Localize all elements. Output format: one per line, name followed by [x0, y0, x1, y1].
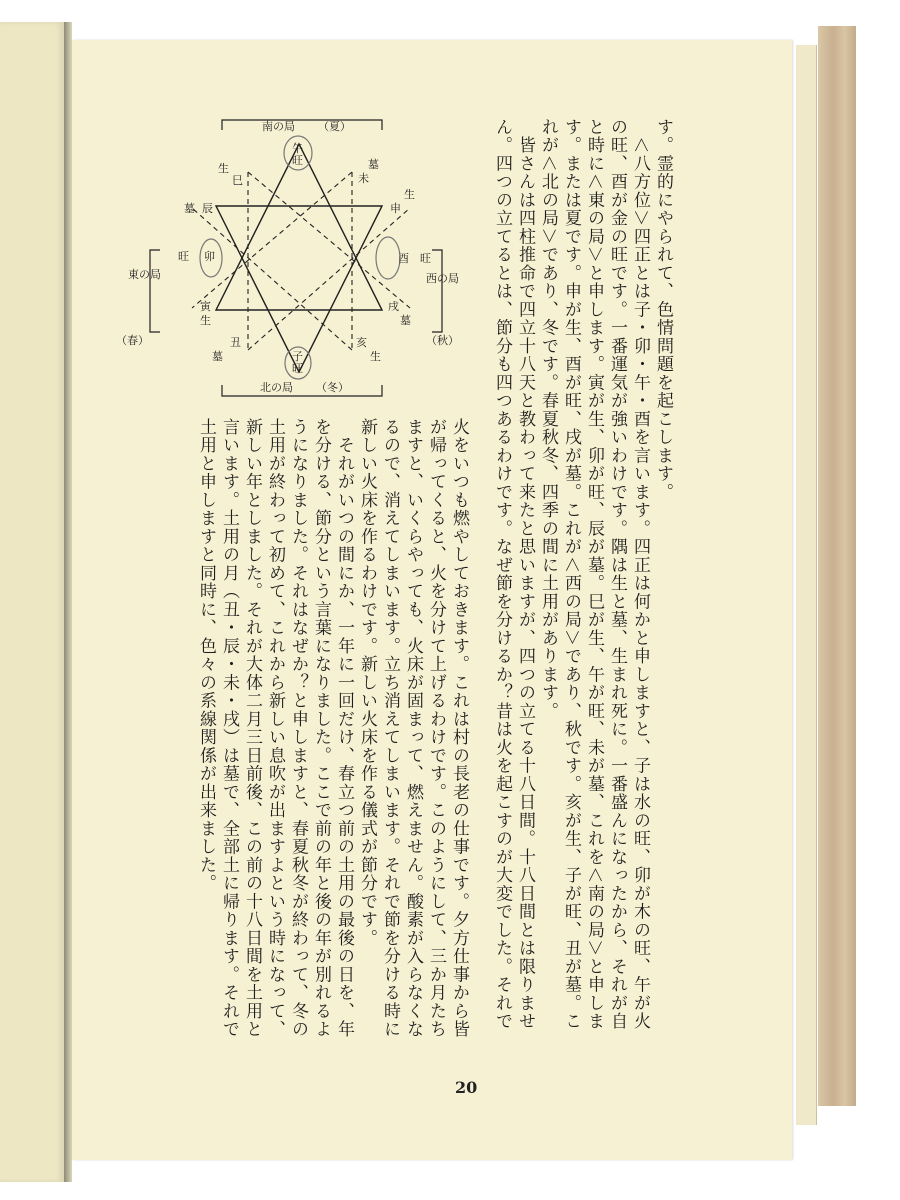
- branch-label: 酉: [398, 252, 409, 265]
- book-page: [72, 40, 792, 1160]
- branch-state-label: 墓: [368, 158, 379, 171]
- season-label-autumn: （秋）: [426, 334, 459, 347]
- branch-label: 巳: [232, 174, 243, 187]
- text-column: うになりました。それはなぜか？と申しますと、春夏秋冬が終わって、冬の: [288, 418, 308, 1039]
- text-column: るので、消えてしまいます。立ち消えてしまいます。それで節を分ける時に: [380, 418, 400, 1039]
- branch-label: 辰: [202, 202, 213, 215]
- text-column: と時に＜東の局＞と申します。寅が生、卯が旺、辰が墓。巳が生、午が旺、未が墓、これを＜南の局＞と申しま: [584, 118, 604, 1031]
- four-seasons-diagram: [116, 100, 480, 420]
- branch-label: 卯: [204, 250, 215, 263]
- branch-state-label: 生: [218, 162, 229, 175]
- branch-state-label: 墓: [184, 202, 195, 215]
- branch-state-label: 墓: [400, 314, 411, 327]
- text-column: す。霊的にやられて、色情問題を起こします。: [653, 118, 673, 502]
- branch-state-label: 墓: [212, 350, 223, 363]
- page-stack: [806, 45, 817, 1125]
- text-column: す。または夏です。申が生、酉が旺、戌が墓。これが＜西の局＞であり、秋です。亥が生、子が旺、丑が墓。こ: [561, 118, 581, 1031]
- pencil-circle: [376, 237, 400, 279]
- text-column: 皆さんは四柱推命で四立十八天と教わって来たと思いますが、四つの立てる十八日間。十八日間とは限りませ: [515, 118, 535, 1031]
- branch-state-label: 生: [370, 350, 381, 363]
- text-column: それがいつの間にか、一年に一回だけ、春立つ前の土用の最後の日を、年: [334, 418, 354, 1039]
- branch-state-label: 旺: [292, 154, 303, 167]
- region-label-west: 西の局: [426, 272, 459, 285]
- branch-label: 戌: [388, 300, 399, 313]
- text-column: れが＜北の局＞であり、冬です。春夏秋冬、四季の間に土用があります。: [538, 118, 558, 721]
- region-label-south: 南の局: [262, 120, 295, 133]
- book-edge: [818, 26, 856, 1106]
- text-column: を分ける、節分という言葉になりました。ここで前の年と後の年が別れるよ: [311, 418, 331, 1039]
- season-label-winter: （冬）: [316, 381, 349, 394]
- branch-label: 申: [390, 202, 401, 215]
- book-binding: [64, 22, 72, 1182]
- branch-state-label: 生: [404, 188, 415, 201]
- branch-label: 寅: [200, 300, 211, 313]
- text-column: 土用が終わって初めて、これから新しい息吹が出ますよという時になって、: [265, 418, 285, 1039]
- branch-label: 午: [292, 142, 303, 155]
- branch-label: 丑: [230, 336, 241, 349]
- text-column: 新しい火床を作るわけです。新しい火床を作る儀式が節分です。: [357, 418, 377, 948]
- region-label-north: 北の局: [260, 381, 293, 394]
- branch-label: 子: [292, 350, 303, 363]
- season-label-spring: （春）: [116, 334, 149, 347]
- text-column: ＜八方位＞四正とは子・卯・午・酉を言います。四正は何かと申しますと、子は水の旺、卯が木の旺、午が火: [630, 118, 650, 1031]
- text-column: 言います。土用の月（丑・辰・未・戌）は墓で、全部土に帰ります。それで: [219, 418, 239, 1039]
- text-column: の旺、酉が金の旺です。一番運気が強いわけです。隅は生と墓、生まれ死に。一番盛んになったから、それが自: [607, 118, 627, 1031]
- text-column: 新しい年としました。それが大体二月三日前後、この前の十八日間を土用と: [242, 418, 262, 1039]
- branch-state-label: 旺: [420, 252, 431, 265]
- text-column: ますと、いくらやっても、火床が固まって、燃えません。酸素が入らなくな: [403, 418, 423, 1039]
- branch-state-label: 旺: [178, 250, 189, 263]
- text-column: 土用と申しますと同時に、色々の系線関係が出来ました。: [196, 418, 216, 893]
- text-column: 火をいつも燃やしておきます。これは村の長老の仕事です。夕方仕事から皆: [449, 418, 469, 1039]
- branch-label: 未: [358, 172, 369, 185]
- branch-state-label: 生: [200, 314, 211, 327]
- text-column: が帰ってくると、火を分けて上げるわけです。このようにして、三か月たち: [426, 418, 446, 1039]
- left-page-edge: [0, 22, 65, 1182]
- region-label-east: 東の局: [128, 268, 161, 281]
- branch-state-label: 旺: [292, 362, 303, 375]
- season-label-summer: （夏）: [318, 120, 351, 133]
- branch-label: 亥: [356, 336, 367, 349]
- page-number: 20: [455, 1078, 478, 1097]
- text-column: ん。四つの立てるとは、節分も四つあるわけです。なぜ節を分けるか？昔は火を起こすのが大変でした。それで: [492, 118, 512, 1031]
